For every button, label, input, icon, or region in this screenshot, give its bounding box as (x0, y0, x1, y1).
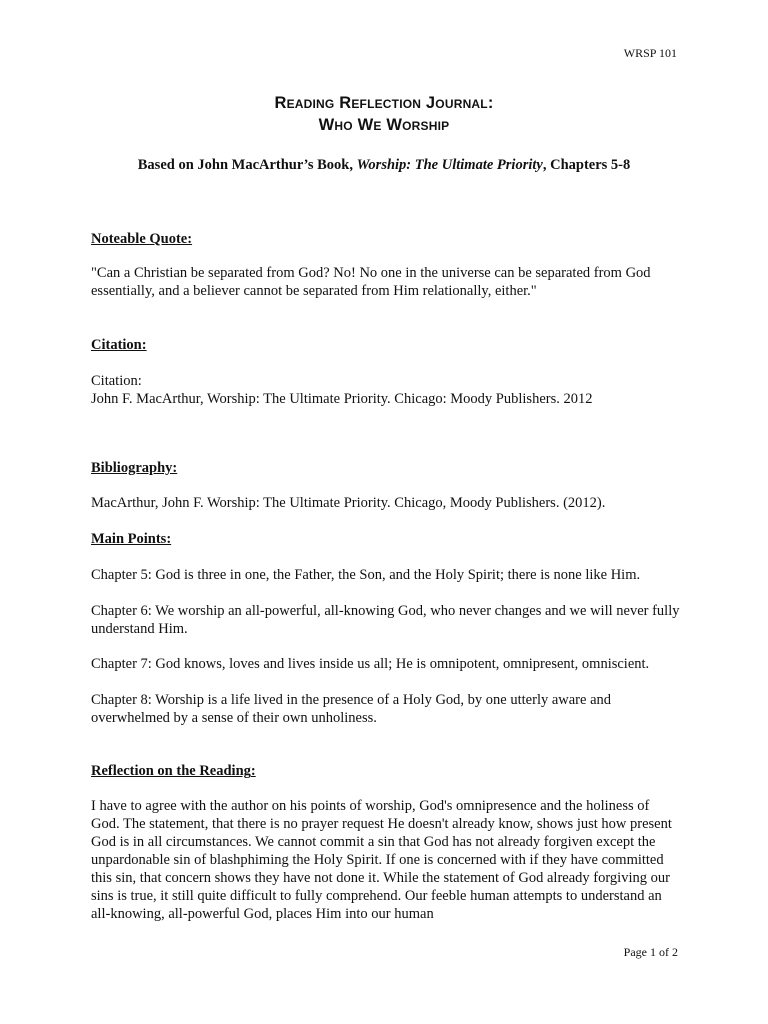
citation-text: John F. MacArthur, Worship: The Ultimate Priority. Chicago: Moody Publishers. 2012 (91, 391, 593, 407)
document-title-line-1: Reading Reflection Journal: (274, 94, 494, 112)
page-number: Page 1 of 2 (623, 945, 678, 959)
main-point-chapter-6: Chapter 6: We worship an all-powerful, all-knowing God, who never changes and we will never fully understand Him. (91, 603, 680, 637)
main-point-chapter-5: Chapter 5: God is three in one, the Father, the Son, and the Holy Spirit; there is none like Him. (91, 567, 641, 583)
quote-heading: Noteable Quote: (91, 231, 193, 247)
main-point-chapter-7: Chapter 7: God knows, loves and lives inside us all; He is omnipotent, omnipresent, omniscient. (91, 656, 650, 672)
quote-text: "Can a Christian be separated from God? No! No one in the universe can be separated from God essentially, and a believer cannot be separated from Him relationally, either." (91, 265, 651, 299)
bibliography-heading: Bibliography: (91, 460, 178, 476)
document-subtitle (0, 157, 768, 174)
subtitle-book-title: Worship: The Ultimate Priority (356, 157, 543, 173)
main-points-heading: Main Points: (91, 531, 172, 547)
reflection-heading (91, 762, 681, 780)
subtitle-prefix: Based on John MacArthur’s Book, (137, 157, 357, 173)
reflection-heading-colon: : (250, 763, 256, 779)
citation-label: Citation: (91, 373, 142, 389)
subtitle-suffix: , Chapters 5-8 (542, 157, 631, 173)
citation-heading: Citation: (91, 337, 147, 353)
reflection-text: I have to agree with the author on his points of worship, God's omnipresence and the holiness of God. The statement, that there is no prayer request He doesn't already know, shows just how present God is in all circumstances. We cannot commit a sin that God has not already forgiven except the unpardonable sin of blashphiming the Holy Spirit. If one is concerned with if they have committed this sin, that concern shows they have not done it. While the statement of God already forgiving our sins is true, it still quite difficult to fully comprehend. Our feeble human attempts to understand an all-knowing, all-powerful God, places Him into our human (91, 798, 672, 922)
reflection-heading-text: Reflection on the Reading (91, 763, 251, 779)
course-code: WRSP 101 (623, 46, 677, 60)
document-title-line-2: Who We Worship (318, 116, 450, 134)
main-point-chapter-8: Chapter 8: Worship is a life lived in the presence of a Holy God, by one utterly aware and overwhelmed by a sense of their own unholiness. (91, 692, 612, 726)
bibliography-text: MacArthur, John F. Worship: The Ultimate Priority. Chicago, Moody Publishers. (2012). (91, 495, 606, 511)
